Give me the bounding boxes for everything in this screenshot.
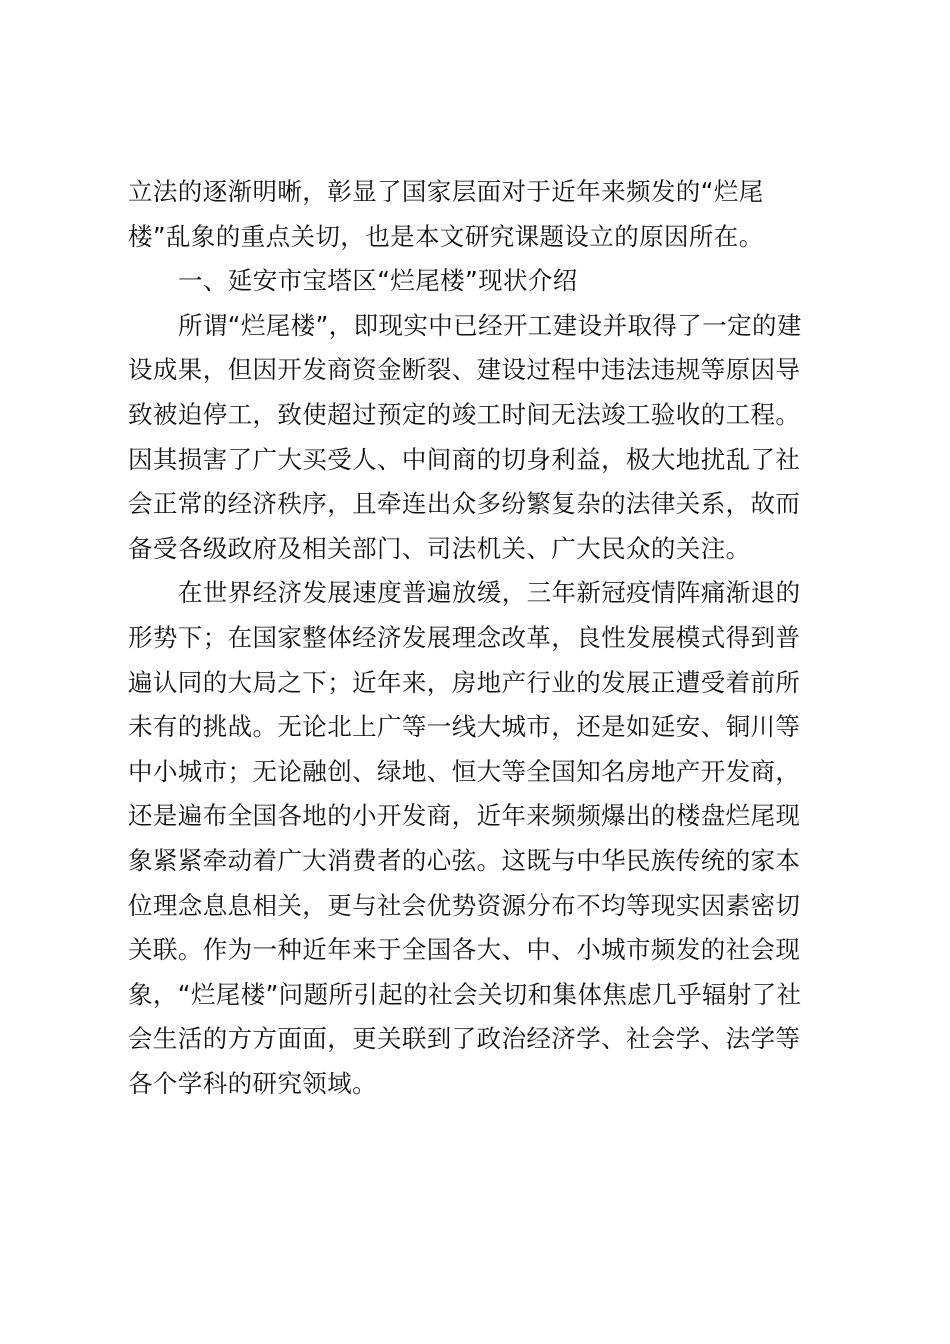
text-line: 所谓“烂尾楼”，即现实中已经开工建设并取得了一定的建: [178, 310, 802, 340]
text-line: 象，“烂尾楼”问题所引起的社会关切和集体焦虑几乎辐射了社: [128, 979, 802, 1009]
text-line: 象紧紧牵动着广大消费者的心弦。这既与中华民族传统的家本: [128, 845, 801, 875]
text-line: 立法的逐渐明晰，彰显了国家层面对于近年来频发的“烂尾: [128, 177, 764, 206]
text-line: 各个学科的研究领域。: [128, 1068, 377, 1098]
text-line: 会生活的方方面面，更关联到了政治经济学、社会学、法学等: [128, 1024, 801, 1054]
text-line: 遍认同的大局之下；近年来，房地产行业的发展正遭受着前所: [128, 667, 801, 697]
text-line: 会正常的经济秩序，且牵连出众多纷繁复杂的法律关系，故而: [128, 489, 801, 519]
text-line: 位理念息息相关，更与社会优势资源分布不均等现实因素密切: [128, 890, 801, 920]
text-line: 未有的挑战。无论北上广等一线大城市，还是如延安、铜川等: [128, 712, 801, 742]
text-line: 致被迫停工，致使超过预定的竣工时间无法竣工验收的工程。: [128, 399, 801, 429]
text-line: 中小城市；无论融创、绿地、恒大等全国知名房地产开发商，: [128, 756, 801, 786]
text-line: 在世界经济发展速度普遍放缓，三年新冠疫情阵痛渐退的: [178, 578, 801, 608]
text-line: 形势下；在国家整体经济发展理念改革，良性发展模式得到普: [128, 622, 801, 652]
section-heading: 一、延安市宝塔区“烂尾楼”现状介绍: [178, 266, 578, 296]
text-line: 关联。作为一种近年来于全国各大、中、小城市频发的社会现: [128, 935, 801, 965]
text-line: 因其损害了广大买受人、中间商的切身利益，极大地扰乱了社: [128, 444, 801, 474]
text-line: 设成果，但因开发商资金断裂、建设过程中违法违规等原因导: [128, 355, 801, 385]
text-line: 楼”乱象的重点关切，也是本文研究课题设立的原因所在。: [128, 221, 764, 251]
body-text: [128, 170, 824, 1106]
text-line: 备受各级政府及相关部门、司法机关、广大民众的关注。: [128, 533, 751, 563]
text-line: 还是遍布全国各地的小开发商，近年来频频爆出的楼盘烂尾现: [128, 801, 801, 831]
